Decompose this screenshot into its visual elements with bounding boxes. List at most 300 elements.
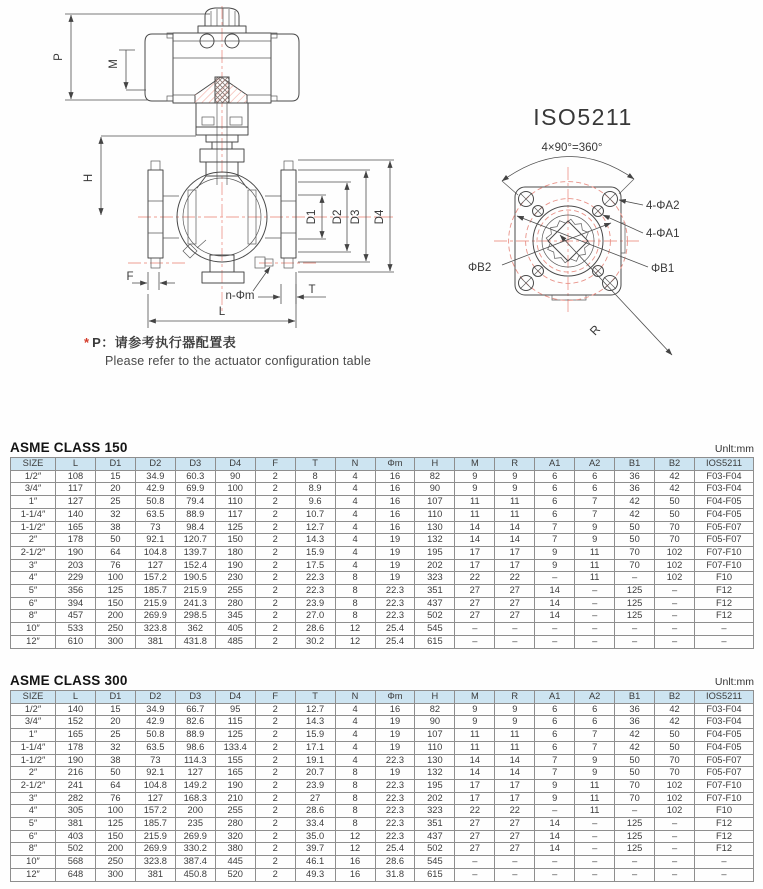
cell: 127 <box>135 792 175 805</box>
cell: 102 <box>655 572 695 585</box>
cell: 27 <box>455 830 495 843</box>
cell: 50 <box>95 767 135 780</box>
table-row <box>11 703 754 716</box>
cell: 3″ <box>11 559 56 572</box>
cell: 73 <box>135 754 175 767</box>
cell: 6 <box>535 483 575 496</box>
cell: 8 <box>335 585 375 598</box>
cell: 22 <box>495 572 535 585</box>
table-row <box>11 623 754 636</box>
unit-label-class300: Unlt:mm <box>714 676 754 688</box>
cell: 27 <box>455 818 495 831</box>
cell: 36 <box>615 470 655 483</box>
column-header: B2 <box>655 458 695 471</box>
cell: 165 <box>56 521 96 534</box>
cell: 11 <box>455 741 495 754</box>
cell: 2 <box>255 805 295 818</box>
cell: 10″ <box>11 856 56 869</box>
cell: 1/2″ <box>11 470 56 483</box>
cell: 42 <box>655 483 695 496</box>
cell: – <box>655 843 695 856</box>
cell: 70 <box>655 521 695 534</box>
cell: 11 <box>455 496 495 509</box>
cell: 6 <box>535 741 575 754</box>
cell: – <box>655 585 695 598</box>
table-row <box>11 805 754 818</box>
cell: – <box>695 856 754 869</box>
cell: 7 <box>575 741 615 754</box>
cell: F10 <box>695 572 754 585</box>
cell: – <box>495 856 535 869</box>
cell: 6 <box>535 496 575 509</box>
cell: 356 <box>56 585 96 598</box>
cell: – <box>695 635 754 648</box>
cell: 36 <box>615 703 655 716</box>
cell: 11 <box>455 729 495 742</box>
cell: 6 <box>535 508 575 521</box>
cell: 17 <box>455 792 495 805</box>
cell: 127 <box>135 559 175 572</box>
cell: 9 <box>495 716 535 729</box>
note-line-zh <box>84 333 371 352</box>
table-row <box>11 818 754 831</box>
cell: 150 <box>95 830 135 843</box>
cell: F07-F10 <box>695 779 754 792</box>
cell: – <box>535 805 575 818</box>
cell: 22.3 <box>375 779 415 792</box>
cell: 150 <box>95 597 135 610</box>
dim-m: M <box>108 59 120 69</box>
cell: 5″ <box>11 818 56 831</box>
cell: 15.9 <box>295 729 335 742</box>
asme-class-300-section <box>10 672 754 882</box>
cell: 4″ <box>11 572 56 585</box>
cell: 250 <box>95 856 135 869</box>
cell: 32 <box>95 508 135 521</box>
cell: F07-F10 <box>695 792 754 805</box>
cell: F05-F07 <box>695 767 754 780</box>
table-row <box>11 635 754 648</box>
cell: 11 <box>575 559 615 572</box>
cell: 50 <box>615 521 655 534</box>
column-header: N <box>335 691 375 704</box>
column-header: F <box>255 691 295 704</box>
cell: 22.3 <box>375 830 415 843</box>
cell: 190 <box>56 546 96 559</box>
iso-angle-note: 4×90°=360° <box>541 142 603 154</box>
cell: 2 <box>255 830 295 843</box>
dim-t: T <box>308 284 316 296</box>
cell: F03-F04 <box>695 470 754 483</box>
dim-h: H <box>83 173 95 183</box>
cell: F10 <box>695 805 754 818</box>
cell: 351 <box>415 818 455 831</box>
cell: 250 <box>95 623 135 636</box>
cell: 2 <box>255 585 295 598</box>
label-4-phi-a2: 4-ΦA2 <box>646 200 680 212</box>
cell: 210 <box>215 792 255 805</box>
label-phi-b1: ΦB1 <box>651 263 675 275</box>
asme-class-150-section <box>10 439 754 649</box>
cell: 6 <box>575 470 615 483</box>
cell: – <box>535 868 575 881</box>
cell: 4 <box>335 496 375 509</box>
cell: – <box>655 856 695 869</box>
cell: 22 <box>455 572 495 585</box>
cell: 27 <box>495 843 535 856</box>
cell: 269.9 <box>175 830 215 843</box>
dim-n-phi-m: n-Φm <box>225 290 255 302</box>
cell: 17 <box>455 546 495 559</box>
cell: 6 <box>575 703 615 716</box>
iso5211-pad-diagram <box>440 95 760 365</box>
cell: 132 <box>415 767 455 780</box>
cell: 520 <box>215 868 255 881</box>
cell: 88.9 <box>175 508 215 521</box>
label-r: R <box>586 322 604 339</box>
cell: 127 <box>56 496 96 509</box>
cell: – <box>575 597 615 610</box>
cell: 8.9 <box>295 483 335 496</box>
cell: 615 <box>415 868 455 881</box>
cell: – <box>575 635 615 648</box>
cell: 22.3 <box>375 597 415 610</box>
cell: 280 <box>215 818 255 831</box>
cell: F12 <box>695 843 754 856</box>
dim-f: F <box>126 271 134 283</box>
cell: 102 <box>655 559 695 572</box>
cell: 14 <box>455 767 495 780</box>
cell: 6″ <box>11 597 56 610</box>
cell: 300 <box>95 635 135 648</box>
dim-d4: D4 <box>374 209 386 225</box>
column-header: SIZE <box>11 458 56 471</box>
cell: 42.9 <box>135 483 175 496</box>
cell: 7 <box>575 729 615 742</box>
cell: – <box>535 572 575 585</box>
column-header: B1 <box>615 458 655 471</box>
table-row <box>11 729 754 742</box>
column-header: A1 <box>535 458 575 471</box>
cell: 9 <box>495 703 535 716</box>
cell: 9 <box>495 470 535 483</box>
cell: 100 <box>95 805 135 818</box>
cell: 7 <box>535 754 575 767</box>
cell: 14 <box>495 521 535 534</box>
cell: 157.2 <box>135 805 175 818</box>
cell: 215.9 <box>135 830 175 843</box>
cell: 8 <box>295 470 335 483</box>
cell: 70 <box>615 559 655 572</box>
cell: 6 <box>535 716 575 729</box>
table-row <box>11 767 754 780</box>
cell: 2 <box>255 856 295 869</box>
cell: 102 <box>655 805 695 818</box>
cell: 27 <box>495 585 535 598</box>
cell: – <box>655 818 695 831</box>
cell: 8 <box>335 597 375 610</box>
cell: 70 <box>615 779 655 792</box>
cell: 82 <box>415 703 455 716</box>
cell: 12″ <box>11 868 56 881</box>
cell: 4 <box>335 546 375 559</box>
cell: 8 <box>335 792 375 805</box>
cell: 9 <box>575 767 615 780</box>
dim-p: P <box>53 53 65 61</box>
cell: 568 <box>56 856 96 869</box>
cell: 190 <box>56 754 96 767</box>
table-row <box>11 868 754 881</box>
mounting-bracket <box>195 77 248 185</box>
table-row <box>11 534 754 547</box>
cell: 2 <box>255 779 295 792</box>
cell: 1″ <box>11 496 56 509</box>
cell: 14 <box>495 754 535 767</box>
cell: 241.3 <box>175 597 215 610</box>
cell: 12 <box>335 843 375 856</box>
cell: 12.7 <box>295 703 335 716</box>
cell: F03-F04 <box>695 483 754 496</box>
cell: 22.3 <box>295 572 335 585</box>
cell: 380 <box>215 843 255 856</box>
cell: 27 <box>455 585 495 598</box>
cell: 42 <box>615 741 655 754</box>
cell: 27 <box>455 597 495 610</box>
cell: 8″ <box>11 610 56 623</box>
cell: 50 <box>655 729 695 742</box>
cell: 42 <box>615 508 655 521</box>
cell: 100 <box>215 483 255 496</box>
cell: 19 <box>375 534 415 547</box>
cell: – <box>655 868 695 881</box>
cell: 90 <box>215 470 255 483</box>
cell: 2 <box>255 559 295 572</box>
cell: 431.8 <box>175 635 215 648</box>
column-header: A2 <box>575 691 615 704</box>
cell: – <box>655 830 695 843</box>
cell: 178 <box>56 741 96 754</box>
table-row <box>11 856 754 869</box>
cell: 300 <box>95 868 135 881</box>
cell: 7 <box>535 521 575 534</box>
dim-d2: D2 <box>332 209 344 225</box>
cell: F03-F04 <box>695 716 754 729</box>
asme-class-300-table <box>10 690 754 882</box>
cell: 14 <box>535 585 575 598</box>
cell: 17 <box>455 559 495 572</box>
cell: 381 <box>135 868 175 881</box>
cell: 9 <box>575 754 615 767</box>
cell: 9 <box>575 534 615 547</box>
cell: 70 <box>615 792 655 805</box>
cell: – <box>495 868 535 881</box>
note-zh-text: 请参考执行器配置表 <box>114 335 237 350</box>
cell: 25 <box>95 729 135 742</box>
cell: 437 <box>415 830 455 843</box>
cell: 130 <box>415 521 455 534</box>
cell: 15.9 <box>295 546 335 559</box>
label-phi-b2: ΦB2 <box>468 262 492 274</box>
cell: 7 <box>575 508 615 521</box>
center-lines <box>128 6 396 312</box>
table-row <box>11 843 754 856</box>
cell: 17 <box>495 779 535 792</box>
cell: 46.1 <box>295 856 335 869</box>
cell: 4 <box>335 729 375 742</box>
cell: 125 <box>215 521 255 534</box>
cell: 19 <box>375 546 415 559</box>
cell: 17.5 <box>295 559 335 572</box>
cell: 450.8 <box>175 868 215 881</box>
cell: 2 <box>255 767 295 780</box>
cell: – <box>575 868 615 881</box>
table-row <box>11 779 754 792</box>
cell: 202 <box>415 559 455 572</box>
cell: 100 <box>95 572 135 585</box>
cell: – <box>535 623 575 636</box>
column-header: R <box>495 458 535 471</box>
cell: 140 <box>56 703 96 716</box>
cell: 7 <box>535 534 575 547</box>
cell: 3/4″ <box>11 483 56 496</box>
cell: – <box>615 635 655 648</box>
cell: 2 <box>255 521 295 534</box>
cell: 95 <box>215 703 255 716</box>
column-header: H <box>415 691 455 704</box>
cell: 139.7 <box>175 546 215 559</box>
cell: – <box>655 623 695 636</box>
cell: 22.3 <box>375 754 415 767</box>
cell: 6 <box>575 483 615 496</box>
cell: 14 <box>535 597 575 610</box>
cell: 27 <box>455 610 495 623</box>
cell: 15 <box>95 703 135 716</box>
cell: 20 <box>95 483 135 496</box>
cell: 4 <box>335 559 375 572</box>
cell: 323 <box>415 805 455 818</box>
cell: 19 <box>375 729 415 742</box>
cell: 3/4″ <box>11 716 56 729</box>
cell: 437 <box>415 597 455 610</box>
cell: 2 <box>255 534 295 547</box>
cell: 27 <box>455 843 495 856</box>
cell: 31.8 <box>375 868 415 881</box>
cell: 16 <box>375 508 415 521</box>
cell: 2 <box>255 546 295 559</box>
cell: 127 <box>175 767 215 780</box>
cell: 38 <box>95 521 135 534</box>
table-row <box>11 830 754 843</box>
cell: 2 <box>255 470 295 483</box>
cell: 202 <box>415 792 455 805</box>
cell: 8 <box>335 779 375 792</box>
cell: 22.3 <box>375 585 415 598</box>
cell: 12.7 <box>295 521 335 534</box>
cell: 9 <box>455 483 495 496</box>
cell: – <box>575 843 615 856</box>
cell: 11 <box>575 572 615 585</box>
cell: 362 <box>175 623 215 636</box>
column-header: IOS5211 <box>695 458 754 471</box>
cell: 2″ <box>11 534 56 547</box>
cell: 345 <box>215 610 255 623</box>
cell: 70 <box>655 754 695 767</box>
cell: 16 <box>375 483 415 496</box>
cell: 120.7 <box>175 534 215 547</box>
cell: F12 <box>695 610 754 623</box>
column-header: B1 <box>615 691 655 704</box>
cell: 49.3 <box>295 868 335 881</box>
cell: 25.4 <box>375 623 415 636</box>
table-row <box>11 754 754 767</box>
cell: 190 <box>215 779 255 792</box>
cell: 70 <box>615 546 655 559</box>
cell: 12 <box>335 635 375 648</box>
cell: 2 <box>255 754 295 767</box>
cell: 17.1 <box>295 741 335 754</box>
column-header: D1 <box>95 458 135 471</box>
cell: – <box>455 856 495 869</box>
cell: 195 <box>415 779 455 792</box>
cell: 110 <box>415 508 455 521</box>
table-row <box>11 610 754 623</box>
cell: 35.0 <box>295 830 335 843</box>
cell: 149.2 <box>175 779 215 792</box>
cell: 405 <box>215 623 255 636</box>
cell: 235 <box>175 818 215 831</box>
cell: 79.4 <box>175 496 215 509</box>
cell: 110 <box>415 741 455 754</box>
cell: – <box>575 818 615 831</box>
cell: 140 <box>56 508 96 521</box>
cell: 69.9 <box>175 483 215 496</box>
cell: 7 <box>575 496 615 509</box>
cell: 4 <box>335 508 375 521</box>
cell: 2 <box>255 716 295 729</box>
unit-label-class150: Unlt:mm <box>714 443 754 455</box>
cell: 14 <box>455 754 495 767</box>
cell: F04-F05 <box>695 741 754 754</box>
cell: 215.9 <box>175 585 215 598</box>
table-row <box>11 483 754 496</box>
cell: 1/2″ <box>11 703 56 716</box>
cell: 180 <box>215 546 255 559</box>
cell: 107 <box>415 496 455 509</box>
note-en-text: Please refer to the actuator configuration table <box>105 354 372 368</box>
cell: 230 <box>215 572 255 585</box>
cell: 125 <box>615 843 655 856</box>
cell: 2 <box>255 610 295 623</box>
cell: 648 <box>56 868 96 881</box>
column-header: M <box>455 691 495 704</box>
cell: 185.7 <box>135 818 175 831</box>
cell: 2 <box>255 843 295 856</box>
cell: – <box>695 868 754 881</box>
cell: 92.1 <box>135 534 175 547</box>
cell: 10.7 <box>295 508 335 521</box>
cell: 14 <box>535 610 575 623</box>
cell: 22.3 <box>295 585 335 598</box>
cell: – <box>615 856 655 869</box>
table-row <box>11 496 754 509</box>
table-row <box>11 792 754 805</box>
cell: 298.5 <box>175 610 215 623</box>
cell: 216 <box>56 767 96 780</box>
cell: 615 <box>415 635 455 648</box>
cell: 38 <box>95 754 135 767</box>
table-row <box>11 521 754 534</box>
cell: 229 <box>56 572 96 585</box>
